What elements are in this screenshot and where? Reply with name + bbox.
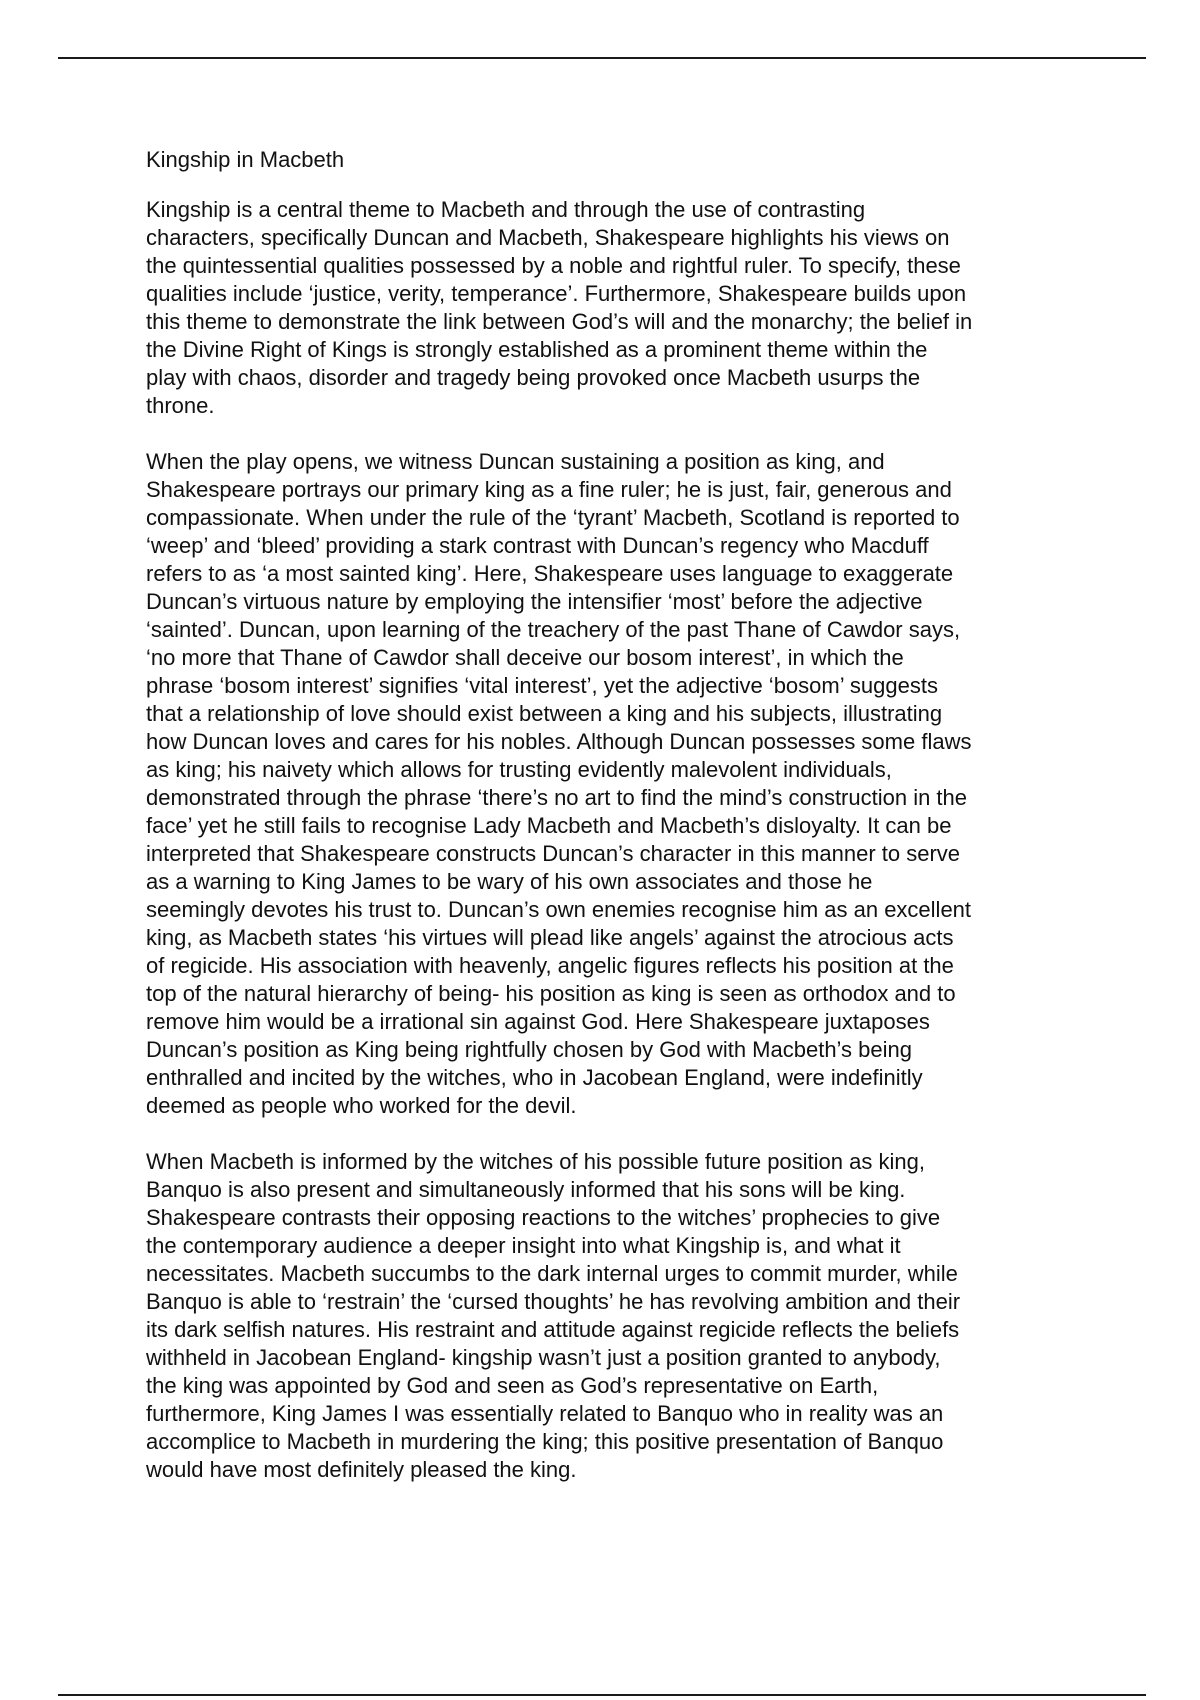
- paragraph-line: that a relationship of love should exist between a king and his subjects, illustrating: [146, 701, 943, 726]
- paragraph-line: Duncan’s position as King being rightfully chosen by God with Macbeth’s being: [146, 1037, 912, 1062]
- paragraph-line: the Divine Right of Kings is strongly established as a prominent theme within the: [146, 337, 928, 362]
- document-body: [146, 146, 1066, 1512]
- paragraph-1: [146, 196, 1066, 420]
- paragraph-line: When Macbeth is informed by the witches of his possible future position as king,: [146, 1149, 925, 1174]
- paragraph-line: the quintessential qualities possessed by a noble and rightful ruler. To specify, these: [146, 253, 961, 278]
- paragraph-line: this theme to demonstrate the link between God’s will and the monarchy; the belief in: [146, 309, 973, 334]
- paragraph-line: compassionate. When under the rule of the ‘tyrant’ Macbeth, Scotland is reported to: [146, 505, 960, 530]
- paragraph-line: phrase ‘bosom interest’ signifies ‘vital interest’, yet the adjective ‘bosom’ suggests: [146, 673, 938, 698]
- paragraph-line: withheld in Jacobean England- kingship wasn’t just a position granted to anybody,: [146, 1345, 941, 1370]
- paragraph-line: face’ yet he still fails to recognise Lady Macbeth and Macbeth’s disloyalty. It can be: [146, 813, 952, 838]
- paragraph-line: top of the natural hierarchy of being- his position as king is seen as orthodox and to: [146, 981, 956, 1006]
- paragraph-3: [146, 1148, 1066, 1484]
- paragraph-line: seemingly devotes his trust to. Duncan’s own enemies recognise him as an excellent: [146, 897, 972, 922]
- paragraph-line: its dark selfish natures. His restraint and attitude against regicide reflects the beliefs: [146, 1317, 960, 1342]
- paragraph-line: play with chaos, disorder and tragedy being provoked once Macbeth usurps the: [146, 365, 921, 390]
- top-rule: [58, 57, 1146, 59]
- paragraph-line: ‘sainted’. Duncan, upon learning of the treachery of the past Thane of Cawdor says,: [146, 617, 961, 642]
- paragraph-line: characters, specifically Duncan and Macbeth, Shakespeare highlights his views on: [146, 225, 950, 250]
- paragraph-line: would have most definitely pleased the king.: [146, 1457, 577, 1482]
- paragraph-line: Banquo is able to ‘restrain’ the ‘cursed thoughts’ he has revolving ambition and their: [146, 1289, 961, 1314]
- paragraph-line: furthermore, King James I was essentially related to Banquo who in reality was an: [146, 1401, 944, 1426]
- paragraph-line: how Duncan loves and cares for his nobles. Although Duncan possesses some flaws: [146, 729, 972, 754]
- bottom-rule: [58, 1694, 1146, 1696]
- document-title: Kingship in Macbeth: [146, 147, 345, 172]
- paragraph-line: the contemporary audience a deeper insight into what Kingship is, and what it: [146, 1233, 901, 1258]
- paragraph-line: as a warning to King James to be wary of his own associates and those he: [146, 869, 873, 894]
- paragraph-line: ‘weep’ and ‘bleed’ providing a stark contrast with Duncan’s regency who Macduff: [146, 533, 929, 558]
- paragraph-line: the king was appointed by God and seen as God’s representative on Earth,: [146, 1373, 879, 1398]
- paragraph-line: deemed as people who worked for the devil.: [146, 1093, 577, 1118]
- paragraph-line: Duncan’s virtuous nature by employing the intensifier ‘most’ before the adjective: [146, 589, 923, 614]
- paragraph-line: Banquo is also present and simultaneously informed that his sons will be king.: [146, 1177, 906, 1202]
- paragraph-line: throne.: [146, 393, 215, 418]
- paragraph-line: king, as Macbeth states ‘his virtues will plead like angels’ against the atrocious acts: [146, 925, 954, 950]
- paragraph-line: accomplice to Macbeth in murdering the king; this positive presentation of Banquo: [146, 1429, 944, 1454]
- paragraph-line: necessitates. Macbeth succumbs to the dark internal urges to commit murder, while: [146, 1261, 958, 1286]
- paragraph-line: of regicide. His association with heavenly, angelic figures reflects his position at the: [146, 953, 954, 978]
- paragraph-line: Shakespeare portrays our primary king as a fine ruler; he is just, fair, generous and: [146, 477, 952, 502]
- paragraph-line: When the play opens, we witness Duncan sustaining a position as king, and: [146, 449, 885, 474]
- paragraph-line: Shakespeare contrasts their opposing reactions to the witches’ prophecies to give: [146, 1205, 941, 1230]
- paragraph-line: enthralled and incited by the witches, who in Jacobean England, were indefinitly: [146, 1065, 923, 1090]
- paragraph-line: qualities include ‘justice, verity, temperance’. Furthermore, Shakespeare builds upon: [146, 281, 967, 306]
- paragraph-line: interpreted that Shakespeare constructs Duncan’s character in this manner to serve: [146, 841, 961, 866]
- paragraph-line: refers to as ‘a most sainted king’. Here, Shakespeare uses language to exaggerate: [146, 561, 954, 586]
- paragraph-line: remove him would be a irrational sin against God. Here Shakespeare juxtaposes: [146, 1009, 930, 1034]
- paragraph-line: ‘no more that Thane of Cawdor shall deceive our bosom interest’, in which the: [146, 645, 904, 670]
- paragraph-container: [146, 196, 1066, 1484]
- paragraph-line: demonstrated through the phrase ‘there’s no art to find the mind’s construction in the: [146, 785, 968, 810]
- paragraph-2: [146, 448, 1066, 1120]
- paragraph-line: Kingship is a central theme to Macbeth and through the use of contrasting: [146, 197, 866, 222]
- paragraph-line: as king; his naivety which allows for trusting evidently malevolent individuals,: [146, 757, 892, 782]
